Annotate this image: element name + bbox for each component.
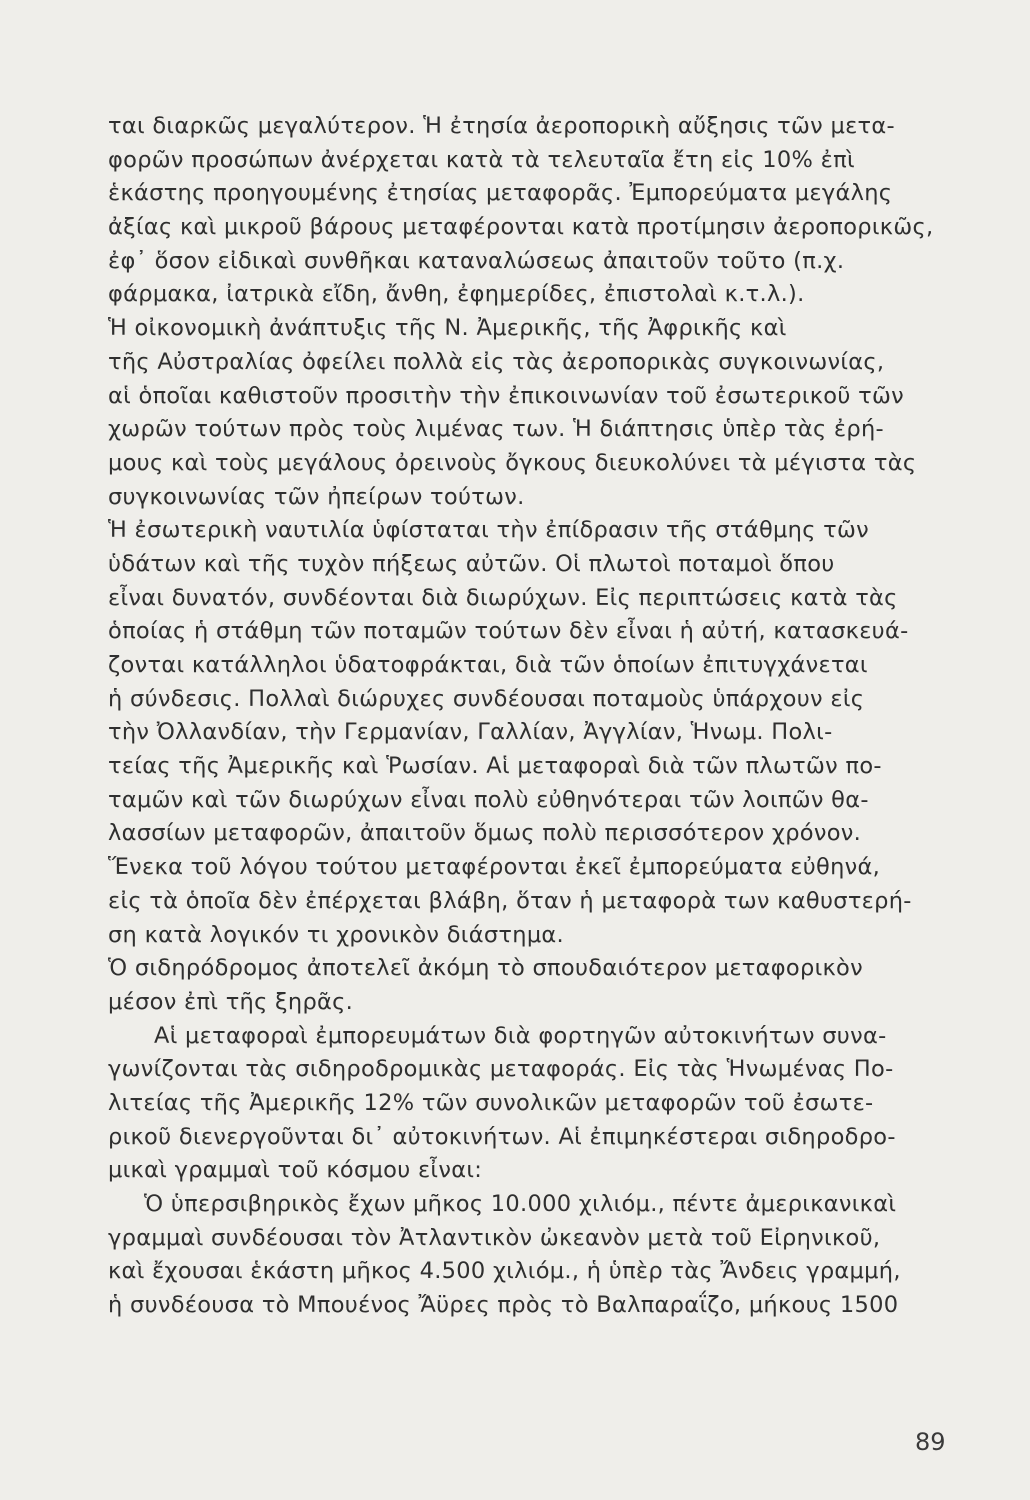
text-line: ταμῶν καὶ τῶν διωρύχων εἶναι πολὺ εὐθηνότεραι τῶν λοιπῶν θα- (108, 786, 869, 813)
text-line: συγκοινωνίας τῶν ἠπείρων τούτων. (108, 483, 525, 510)
text-line: εἶναι δυνατόν, συνδέονται διὰ διωρύχων. Εἰς περιπτώσεις κατὰ τὰς (108, 584, 898, 611)
text-line: ἀξίας καὶ μικροῦ βάρους μεταφέρονται κατὰ προτίμησιν ἀεροπορικῶς, (108, 214, 934, 241)
text-line: καὶ ἔχουσαι ἑκάστη μῆκος 4.500 χιλιόμ., ἡ ὑπὲρ τὰς Ἄνδεις γραμμή, (108, 1258, 901, 1285)
body-text (108, 110, 940, 1323)
text-line: Ὁ σιδηρόδρομος ἀποτελεῖ ἀκόμη τὸ σπουδαιότερον μεταφορικὸν (108, 955, 863, 982)
text-line: ἑκάστης προηγουμένης ἐτησίας μεταφορᾶς. Ἐμπορεύματα μεγάλης (108, 180, 893, 207)
text-line: ζονται κατάλληλοι ὑδατοφράκται, διὰ τῶν ὁποίων ἐπιτυγχάνεται (108, 652, 868, 678)
text-line: ση κατὰ λογικόν τι χρονικὸν διάστημα. (108, 921, 565, 948)
text-line: Ὁ ὑπερσιβηρικὸς ἔχων μῆκος 10.000 χιλιόμ., πέντε ἀμερικανικαὶ (144, 1191, 897, 1217)
text-line: εἰς τὰ ὁποῖα δὲν ἐπέρχεται βλάβη, ὅταν ἡ μεταφορὰ των καθυστερή- (108, 887, 912, 914)
text-line: ἡ σύνδεσις. Πολλαὶ διώρυχες συνδέουσαι ποταμοὺς ὑπάρχουν εἰς (108, 685, 865, 712)
text-line: αἱ ὁποῖαι καθιστοῦν προσιτὴν τὴν ἐπικοινωνίαν τοῦ ἐσωτερικοῦ τῶν (108, 382, 904, 409)
text-line: ἡ συνδέουσα τὸ Μπουένος Ἄϋρες πρὸς τὸ Βαλπαραΐζο, μήκους 1500 (108, 1292, 899, 1319)
text-line: γωνίζονται τὰς σιδηροδρομικὰς μεταφοράς. Εἰς τὰς Ἡνωμένας Πο- (108, 1056, 894, 1083)
text-line: ὑδάτων καὶ τῆς τυχὸν πήξεως αὐτῶν. Οἱ πλωτοὶ ποταμοὶ ὅπου (108, 550, 835, 577)
page-number: 89 (915, 1428, 946, 1456)
text-line: τὴν Ὀλλανδίαν, τὴν Γερμανίαν, Γαλλίαν, Ἀγγλίαν, Ἡνωμ. Πολι- (108, 719, 833, 746)
text-line: λιτείας τῆς Ἀμερικῆς 12% τῶν συνολικῶν μεταφορῶν τοῦ ἐσωτε- (108, 1089, 874, 1116)
text-line: Ἕνεκα τοῦ λόγου τούτου μεταφέρονται ἐκεῖ ἐμπορεύματα εὐθηνά, (108, 854, 881, 881)
text-line: ἐφ᾿ ὅσον εἰδικαὶ συνθῆκαι καταναλώσεως ἀπαιτοῦν τοῦτο (π.χ. (108, 247, 845, 274)
text-line: φάρμακα, ἰατρικὰ εἴδη, ἄνθη, ἐφημερίδες, ἐπιστολαὶ κ.τ.λ.). (108, 281, 805, 308)
text-line: φορῶν προσώπων ἀνέρχεται κατὰ τὰ τελευταῖα ἔτη εἰς 10% ἐπὶ (108, 146, 855, 173)
text-line: μικαὶ γραμμαὶ τοῦ κόσμου εἶναι: (108, 1157, 483, 1184)
text-line: Ἡ ἐσωτερικὴ ναυτιλία ὑφίσταται τὴν ἐπίδρασιν τῆς στάθμης τῶν (108, 517, 870, 544)
text-line: Αἱ μεταφοραὶ ἐμπορευμάτων διὰ φορτηγῶν αὐτοκινήτων συνα- (154, 1022, 887, 1049)
text-line: τείας τῆς Ἀμερικῆς καὶ Ῥωσίαν. Αἱ μεταφοραὶ διὰ τῶν πλωτῶν πο- (108, 753, 882, 780)
text-line: λασσίων μεταφορῶν, ἀπαιτοῦν ὅμως πολὺ περισσότερον χρόνον. (108, 820, 862, 847)
text-line: ὁποίας ἡ στάθμη τῶν ποταμῶν τούτων δὲν εἶναι ἡ αὐτή, κατασκευά- (108, 618, 909, 645)
text-line: χωρῶν τούτων πρὸς τοὺς λιμένας των. Ἡ διάπτησις ὑπὲρ τὰς ἐρή- (108, 416, 884, 443)
text-line: τῆς Αὐστραλίας ὀφείλει πολλὰ εἰς τὰς ἀεροπορικὰς συγκοινωνίας, (108, 348, 885, 375)
text-line: ται διαρκῶς μεγαλύτερον. Ἡ ἐτησία ἀεροπορικὴ αὔξησις τῶν μετα- (108, 113, 895, 139)
text-line: ρικοῦ διενεργοῦνται δι᾿ αὐτοκινήτων. Αἱ ἐπιμηκέστεραι σιδηροδρο- (108, 1123, 896, 1150)
text-line: Ἡ οἰκονομικὴ ἀνάπτυξις τῆς Ν. Ἀμερικῆς, τῆς Ἀφρικῆς καὶ (108, 315, 787, 342)
text-line: μέσον ἐπὶ τῆς ξηρᾶς. (108, 988, 354, 1015)
text-line: μους καὶ τοὺς μεγάλους ὀρεινοὺς ὄγκους διευκολύνει τὰ μέγιστα τὰς (108, 449, 917, 476)
text-line: γραμμαὶ συνδέουσαι τὸν Ἀτλαντικὸν ὠκεανὸν μετὰ τοῦ Εἰρηνικοῦ, (108, 1224, 881, 1251)
